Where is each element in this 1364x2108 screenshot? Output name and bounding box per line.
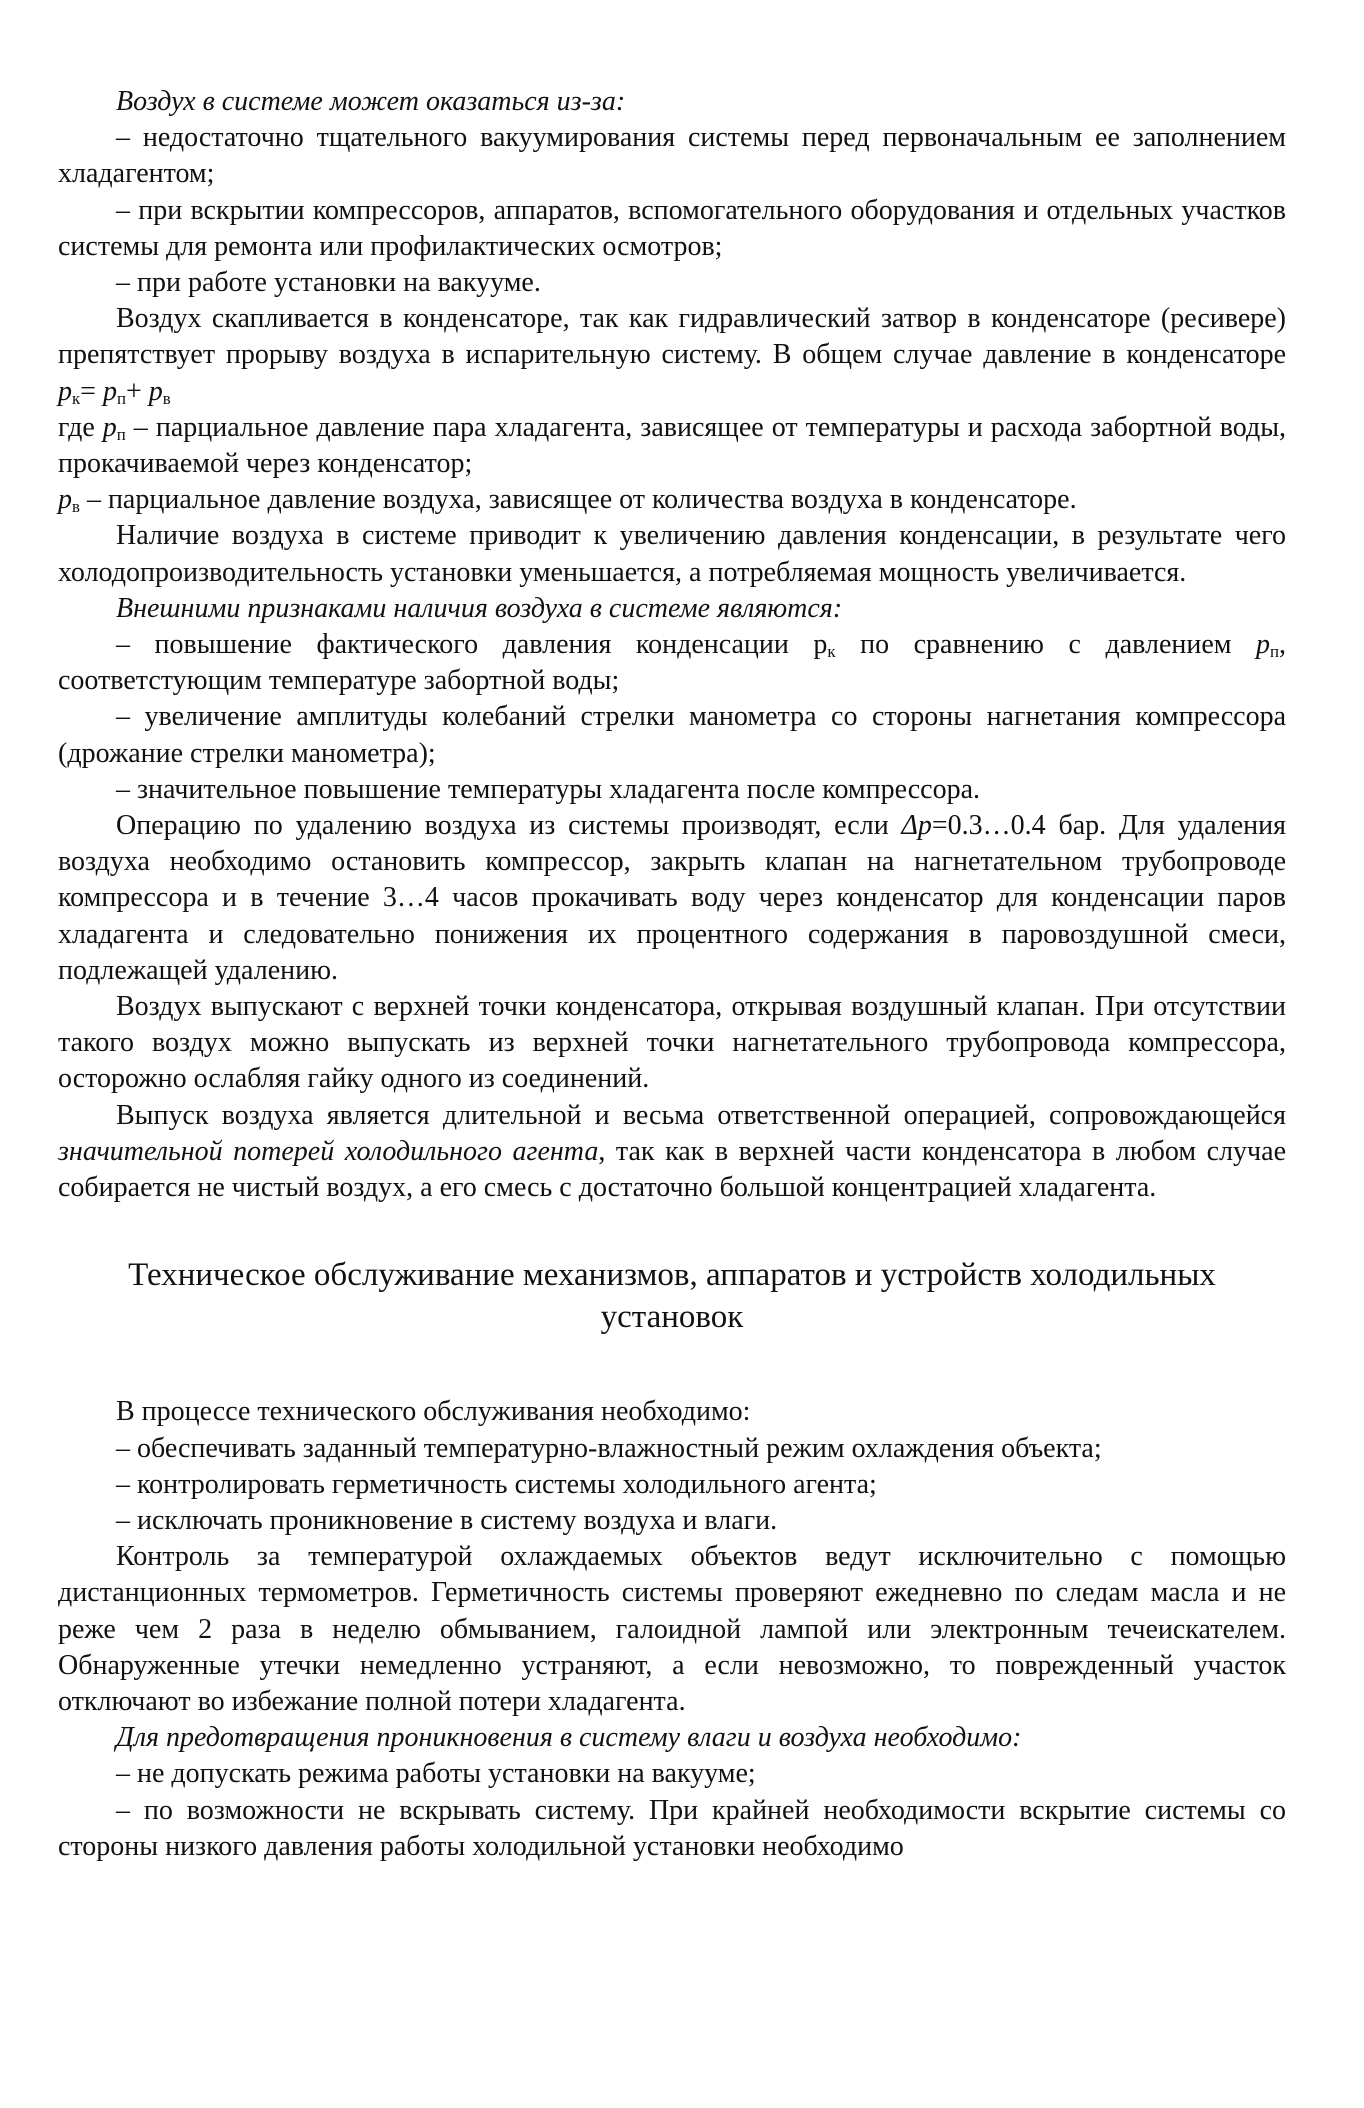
- sign-item: – значительное повышение температуры хладагента после компрессора.: [116, 773, 981, 805]
- section-maintenance: [58, 1394, 1286, 1865]
- maintenance-intro: В процессе технического обслуживания необходимо:: [116, 1396, 751, 1428]
- formula-subscript: в: [72, 497, 80, 517]
- accumulation-paragraph: [58, 301, 1286, 410]
- effect-paragraph: Наличие воздуха в системе приводит к увеличению давления конденсации, в результате чего холодопроизводительность установки уменьшается, а потребляемая мощность увеличивается.: [58, 520, 1286, 588]
- formula-symbol: p: [148, 375, 163, 407]
- air-causes-intro: Воздух в системе может оказаться из-за:: [116, 86, 626, 117]
- control-paragraph: Контроль за температурой охлаждаемых объектов ведут исключительно с помощью дистанционных термометров. Герметичность системы проверяют ежедневно по следам масла и не реже чем 2 раза в неделю обмыванием, галоидной лампой или электронным течеискателем. Обнаруженные утечки немедленно устраняют, а если невозможно, то поврежденный участок отключают во избежание полной потери хладагента.: [58, 1541, 1286, 1717]
- cause-item: – при вскрытии компрессоров, аппаратов, вспомогательного оборудования и отдельных участков системы для ремонта или профилактических осмотров;: [58, 194, 1286, 262]
- formula-symbol: p: [102, 375, 117, 407]
- delta-p-symbol: Δp: [901, 810, 932, 842]
- requirement-item: – обеспечивать заданный температурно-влажностный режим охлаждения объекта;: [116, 1432, 1102, 1464]
- sign-item: [58, 627, 1286, 699]
- release-risk-emphasis: значительной потерей холодильного агента: [58, 1135, 599, 1167]
- where-pv-definition: [58, 482, 1286, 518]
- sign-item: – увеличение амплитуды колебаний стрелки манометра со стороны нагнетания компрессора (дрожание стрелки манометра);: [58, 701, 1286, 769]
- cause-item: – недостаточно тщательного вакуумирования системы перед первоначальным ее заполнением хладагентом;: [58, 122, 1286, 190]
- release-paragraph: Воздух выпускают с верхней точки конденсатора, открывая воздушный клапан. При отсутствии такого воздух можно выпускать из верхней точки нагнетательного трубопровода компрессора, осторожно ослабляя гайку одного из соединений.: [58, 991, 1286, 1095]
- formula-subscript: в: [162, 388, 171, 408]
- prevention-intro: Для предотвращения проникновения в систему влаги и воздуха необходимо:: [116, 1722, 1022, 1754]
- sign-text: по сравнению с давлением: [835, 629, 1257, 661]
- formula-operator: +: [125, 375, 149, 407]
- formula-subscript: к: [827, 642, 836, 662]
- section-heading: Техническое обслуживание механизмов, аппаратов и устройств холодильных установок: [128, 1257, 1216, 1336]
- pressure-formula: [58, 376, 171, 407]
- section-air-in-system: [58, 84, 1286, 1206]
- formula-operator: =: [80, 375, 103, 407]
- prevention-item: – не допускать режима работы установки на вакууме;: [116, 1758, 756, 1790]
- where-prefix: где: [58, 411, 103, 443]
- accumulation-text: Воздух скапливается в конденсаторе, так как гидравлический затвор в конденсаторе (ресивере) препятствует прорыву воздуха в испарительную систему. В общем случае давление в конденсаторе: [58, 303, 1286, 371]
- sign-text: – повышение фактического давления конденсации р: [116, 629, 828, 661]
- removal-text: Операцию по удалению воздуха из системы производят, если: [116, 810, 902, 842]
- definition-text: – парциальное давление пара хладагента, зависящее от температуры и расхода забортной воды, прокачиваемой через конденсатор;: [58, 411, 1287, 480]
- requirement-item: – исключать проникновение в систему воздуха и влаги.: [116, 1504, 778, 1536]
- formula-symbol: p: [102, 411, 117, 443]
- formula-subscript: п: [1270, 642, 1280, 662]
- formula-symbol: p: [58, 484, 72, 516]
- formula-symbol: p: [58, 375, 72, 407]
- release-risk-paragraph: [58, 1098, 1286, 1207]
- sign-text: , соответстующим температуре забортной воды;: [58, 629, 1287, 697]
- removal-paragraph: [58, 808, 1286, 989]
- formula-symbol: p: [1256, 629, 1271, 661]
- cause-item: – при работе установки на вакууме.: [116, 267, 541, 299]
- release-risk-text: Выпуск воздуха является длительной и весьма ответственной операцией, сопровождающейся: [116, 1099, 1286, 1131]
- release-risk-text: , так как в верхней части конденсатора в любом случае собирается не чистый воздух, а его смесь с достаточно большой концентрацией хладагента.: [58, 1135, 1286, 1204]
- removal-text: =0.3…0.4 бар. Для удаления воздуха необходимо остановить компрессор, закрыть клапан на нагнетательном трубопроводе компрессора и в течение 3…4 часов прокачивать воду через конденсатор для конденсации паров хладагента и следовательно понижения их процентного содержания в паровоздушной смеси, подлежащей удалению.: [58, 810, 1286, 986]
- definition-text: – парциальное давление воздуха, зависящее от количества воздуха в конденсаторе.: [79, 484, 1077, 516]
- requirement-item: – контролировать герметичность системы холодильного агента;: [116, 1468, 877, 1500]
- where-pn-definition: [58, 410, 1286, 482]
- formula-subscript: п: [116, 388, 126, 408]
- formula-subscript: к: [72, 388, 81, 408]
- formula-subscript: п: [116, 425, 126, 445]
- prevention-item: – по возможности не вскрывать систему. При крайней необходимости вскрытие системы со стороны низкого давления работы холодильной установки необходимо: [58, 1794, 1286, 1862]
- signs-intro: Внешними признаками наличия воздуха в системе являются:: [116, 592, 843, 624]
